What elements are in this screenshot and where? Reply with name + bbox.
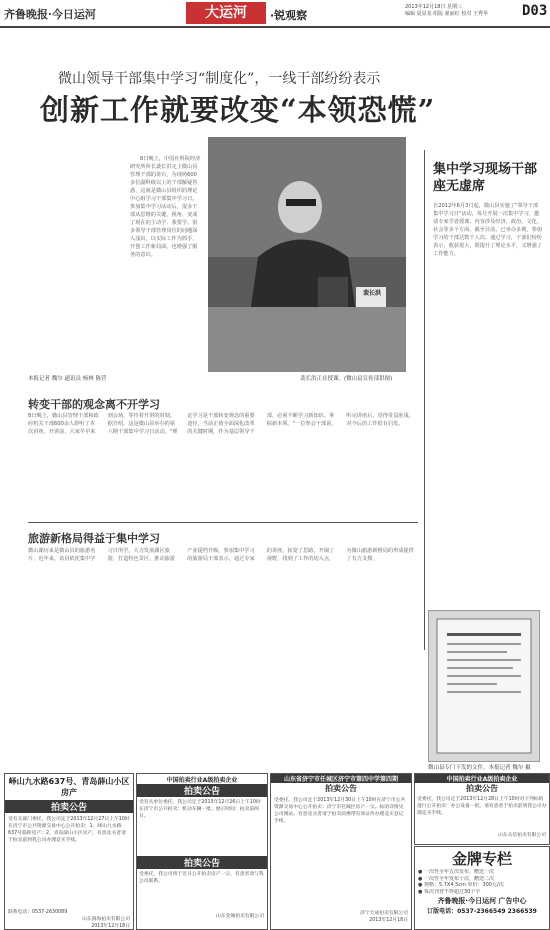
section-name: ·锐观察 (270, 9, 308, 22)
ad-date: 2013年12月18日 (91, 924, 130, 929)
article-kicker: 微山领导干部集中学习“制度化”，一线干部纷纷表示 (58, 71, 381, 87)
reporter-label: 本报记者 (28, 376, 51, 382)
ad-body-2: 受委托，我公司将于近日公开拍卖房产一宗，有意者请与我公司联系。 (139, 872, 264, 884)
ad-line-2: ● 一次性全年发布十次，赠送二次 (418, 875, 494, 882)
ad-band: 拍卖公告 (325, 784, 357, 793)
section-body-1: 8日晚上，微山县管理干部和政府机关干部600余人聆听了本次讲座。开讲前，大家早早来到会场，等待着开讲的时刻。据介绍，这是微山县举办的第六期干部集中学习日活动。"理论学习是干部转变观念的重要途径，当前正值全面深化改革的关键时期，作为基层领导干部，必须不断学习新知识、掌握新本领。"一位参会干部说，听完讲座后，觉得受益匪浅，对今后的工作很有启发。 (28, 413, 414, 435)
divider (28, 522, 418, 523)
section-body-2: 微山湖历来是微山县的旅游名片，近年来，该县依托集中学习日所学，大力发展湖区旅游，打造特色景区，推动旅游产业提档升级。参加集中学习的旅游局干部表示，通过专家的讲座，拓宽了思路，开阔了视野，找到了工作的切入点，为微山旅游新格局的形成提供了有力支撑。 (28, 548, 414, 562)
ad-band-2: 拍卖公告 (137, 856, 267, 869)
lead-text: 8日晚上，中国社科院经济研究所所长裴长洪走上微山县管理干部的讲台，为现场600多位副科级以上的干部解疑答惑，这就是微山县组织的理论中心组学习干部集中学习日。参加集中学习活动后，很多干部从思维的关键、视角、变成了现在的主动学、我要学。很多领导干部管理岗位的问题深入浅出，以实际工作为抓手，开创工作新局面，也增强了服务的意识。 (130, 156, 201, 258)
ad-auction-3 (270, 773, 412, 930)
speaker-nameplate: 裴长洪 (362, 290, 381, 297)
ad-body: 受有关单位委托，我公司定于2013年12月26日上午10时在济宁市公开拍卖：机动车辆一批。展示时间：拍卖前两日。 (139, 800, 261, 819)
ad-line-4: ● 每次刊登不得超过30个字 (418, 888, 481, 895)
document-photo (428, 610, 540, 762)
ad-company: 山东众信拍卖有限公司 (498, 833, 546, 838)
article-photo (208, 137, 406, 372)
correspondent-names: 杨林 陈营 (82, 376, 107, 382)
brand-art-text: 金牌专栏 (451, 850, 512, 868)
brand-name: 齐鲁晚报·今日运河 (4, 8, 96, 21)
issue-info (405, 4, 515, 18)
ad-line-3: ● 规格：5.7X4.5cm 单价：300元/次 (418, 882, 504, 888)
golden-column-ad (414, 846, 550, 930)
ad-auction-4 (414, 773, 550, 845)
ad-title: 峄山九水路637号、青岛薛山小区房产 (8, 777, 130, 797)
ad-body: 受委托，我公司定于2013年12月28日上午10时对下列标的进行公开拍卖：办公设备一批。请有意者于拍卖前到我公司办理竞买手续。 (417, 797, 547, 816)
ad-title: 中国拍卖行业A级拍卖企业 (166, 777, 238, 784)
reporter-name: 魏尔 (51, 376, 63, 382)
page-number: D03 (522, 3, 548, 19)
sidebar-rule (424, 150, 425, 650)
ad-date: 2013年12月18日 (369, 918, 408, 923)
column-logo: 大运河 (186, 2, 266, 24)
ad-title: 中国拍卖行业A级拍卖企业 (415, 774, 549, 783)
section-title-2: 旅游新格局得益于集中学习 (28, 532, 160, 545)
ad-line-1: ● 一次性全年五次发布，赠送一次 (418, 869, 494, 875)
ad-band: 拍卖公告 (137, 784, 267, 797)
article-lead (130, 155, 202, 370)
byline (28, 374, 107, 382)
photo-caption: 裴长洪正在授课。(微山县宣传部供图) (300, 376, 393, 382)
ad-body: 受有关部门委托，我公司定于2013年12月27日上午10时在济宁市公共资源交易中心公开拍卖：1、峄山九水路637号临街房产；2、青岛薛山小区房产。有意竞买者请于拍卖前到我公司办理竞买手续。 (8, 817, 130, 843)
ad-company: 山东润海拍卖有限公司 (82, 917, 130, 922)
document-illustration (429, 611, 539, 761)
section-title-1: 转变干部的观念离不开学习 (28, 398, 160, 411)
ad-auction-2 (136, 773, 268, 930)
ad-auction-1 (4, 773, 134, 930)
ad-title: 山东省济宁市任城区济宁市第四中学第四期 (271, 774, 411, 783)
sidebar-body: 自2012年6月3日起，微山县实施了"领导干部集中学习日"活动，每月开展一次集中学习，邀请专家学者授课，内容涉及经济、政治、文化、社会等多个方面。截至目前，已举办多期，参加学习的干部达数千人次。通过学习，干部们纷纷表示，收获很大，既提升了理论水平，又增强了工作能力。 (433, 203, 542, 257)
ad-contact: 联系电话：0537-2630089 (8, 910, 68, 915)
ad-company: 济宁天成拍卖有限公司 (360, 911, 408, 916)
document-caption: 微山县专门下发的文件。本报记者 魏尔 摄 (428, 765, 531, 771)
ad-body: 受委托，我公司定于2013年12月30日上午10时在济宁市公共资源交易中心公开拍卖：济宁市任城区房产一宗。标的详情见公司网站。有意竞买者请于拍卖前携带有效证件办理竞买登记手续。 (274, 798, 406, 824)
issue-date: 2013年12月18日 星期三 (405, 4, 463, 10)
article-headline: 创新工作就要改变“本领恐慌” (40, 93, 436, 127)
correspondent-label: 通讯员 (64, 376, 82, 382)
ad-band: 拍卖公告 (466, 784, 498, 793)
speaker-photo-illustration (208, 137, 406, 372)
editor-credits: 编辑 夏显龙 组版 翟丽红 校对 王秀华 (405, 11, 488, 17)
ad-footer-1: 齐鲁晚报·今日运河 广告中心 (437, 897, 527, 905)
ad-band: 拍卖公告 (5, 800, 133, 813)
ad-company: 山东金城拍卖有限公司 (216, 914, 264, 919)
ad-footer-2: 订版电话：0537-2366549 2366539 (427, 908, 537, 915)
sidebar-title: 集中学习现场干部座无虚席 (433, 162, 538, 194)
